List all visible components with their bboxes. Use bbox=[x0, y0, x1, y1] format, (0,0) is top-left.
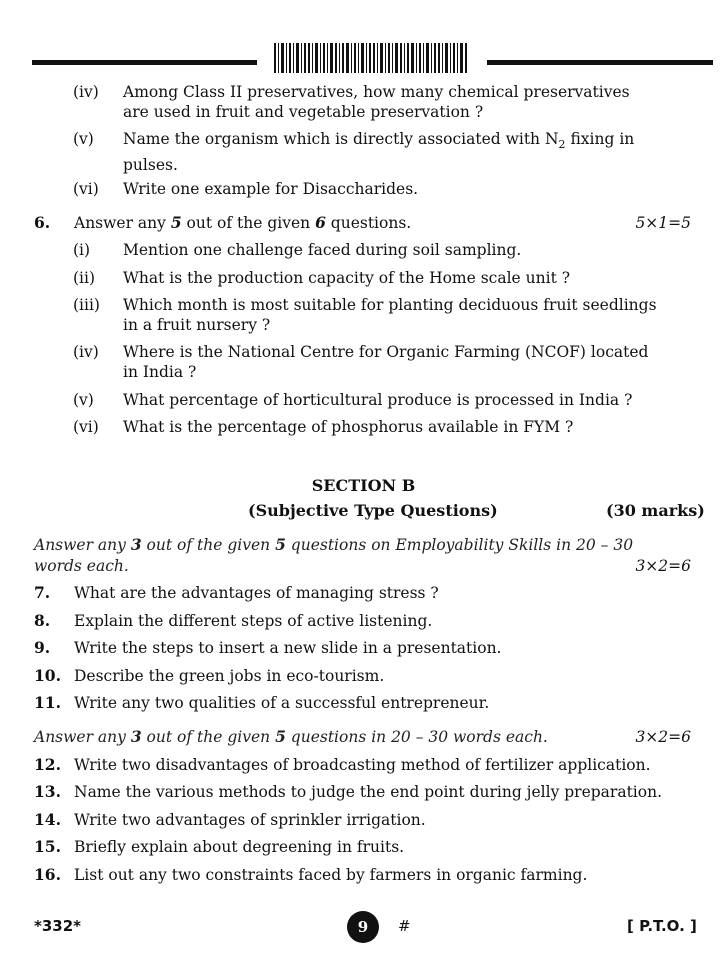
question-text bbox=[74, 213, 411, 233]
question-number: 7. bbox=[34, 583, 51, 602]
question-number: 16. bbox=[34, 865, 61, 884]
paper-code: *332* bbox=[34, 917, 81, 935]
pto-label: [ P.T.O. ] bbox=[627, 917, 697, 935]
text-part: out of the given bbox=[181, 214, 316, 232]
instruction-text bbox=[34, 727, 548, 747]
barcode-icon bbox=[272, 43, 468, 73]
subq-number: (iv) bbox=[73, 343, 99, 361]
question-text: Write the steps to insert a new slide in a presentation. bbox=[74, 639, 502, 657]
hash-mark: # bbox=[398, 917, 411, 935]
subq-text: Which month is most suitable for planting deciduous fruit seedlings in a fruit nursery ? bbox=[123, 296, 657, 334]
subq-text: Mention one challenge faced during soil sampling. bbox=[123, 241, 522, 259]
question-text: What are the advantages of managing stress ? bbox=[74, 584, 439, 602]
question-number: 10. bbox=[34, 666, 61, 685]
subq-number: (iii) bbox=[73, 296, 100, 314]
subq-text: Among Class II preservatives, how many chemical preservatives are used in fruit and vegetable preservation ? bbox=[123, 83, 630, 121]
question-text: List out any two constraints faced by farmers in organic farming. bbox=[74, 866, 588, 884]
text-part: questions in 20 – 30 words each. bbox=[285, 728, 548, 746]
subq-number: (vi) bbox=[73, 180, 99, 198]
question-text: Briefly explain about degreening in fruits. bbox=[74, 838, 405, 856]
emphasis-number: 5 bbox=[275, 535, 286, 554]
question-text: Write any two qualities of a successful entrepreneur. bbox=[74, 694, 490, 712]
subq-text: What is the production capacity of the Home scale unit ? bbox=[123, 269, 571, 287]
subq-text: Write one example for Disaccharides. bbox=[123, 180, 419, 198]
question-number: 11. bbox=[34, 693, 61, 712]
question-text: Write two disadvantages of broadcasting method of fertilizer application. bbox=[74, 756, 651, 774]
question-number: 9. bbox=[34, 638, 51, 657]
question-number: 15. bbox=[34, 837, 61, 856]
text-part: Answer any bbox=[34, 536, 131, 554]
subq-number: (iv) bbox=[73, 83, 99, 101]
instruction-text-line2: words each. bbox=[34, 557, 129, 575]
subq-text-part: fixing in pulses. bbox=[123, 130, 635, 175]
subscript: 2 bbox=[558, 138, 566, 152]
subq-number: (v) bbox=[73, 130, 94, 148]
subq-text: Where is the National Centre for Organic Farming (NCOF) located in India ? bbox=[123, 343, 649, 381]
text-part: out of the given bbox=[141, 536, 276, 554]
emphasis-number: 3 bbox=[130, 727, 142, 746]
text-part: out of the given bbox=[141, 728, 276, 746]
text-part: questions. bbox=[325, 214, 412, 232]
question-number: 14. bbox=[34, 810, 61, 829]
emphasis-number: 3 bbox=[130, 535, 142, 554]
subq-number: (vi) bbox=[73, 418, 99, 436]
question-text: Explain the different steps of active listening. bbox=[74, 612, 433, 630]
text-part: questions on Employability Skills in 20 – 30 bbox=[285, 536, 634, 554]
subq-text: What percentage of horticultural produce is processed in India ? bbox=[123, 391, 633, 409]
emphasis-number: 6 bbox=[315, 213, 326, 232]
question-number: 8. bbox=[34, 611, 51, 630]
question-number: 6. bbox=[34, 213, 51, 232]
question-text: Describe the green jobs in eco-tourism. bbox=[74, 667, 385, 685]
emphasis-number: 5 bbox=[170, 213, 182, 232]
text-part: Answer any bbox=[74, 214, 171, 232]
subq-text bbox=[123, 129, 658, 175]
header-rule-left bbox=[32, 60, 257, 65]
marks-label: 5×1=5 bbox=[635, 214, 691, 232]
subq-number: (i) bbox=[73, 241, 91, 259]
subq-text: What is the percentage of phosphorus available in FYM ? bbox=[123, 418, 574, 436]
emphasis-number: 5 bbox=[275, 727, 286, 746]
question-number: 12. bbox=[34, 755, 61, 774]
marks-label: 3×2=6 bbox=[635, 557, 691, 575]
subq-text-part: Name the organism which is directly associated with N bbox=[123, 130, 559, 148]
page-number: 9 bbox=[347, 911, 379, 943]
marks-label: 3×2=6 bbox=[635, 728, 691, 746]
question-number: 13. bbox=[34, 782, 61, 801]
section-marks: (30 marks) bbox=[606, 501, 705, 520]
section-subtitle: (Subjective Type Questions) bbox=[248, 501, 498, 520]
text-part: Answer any bbox=[34, 728, 131, 746]
subq-number: (ii) bbox=[73, 269, 96, 287]
subq-number: (v) bbox=[73, 391, 94, 409]
header-rule-right bbox=[487, 60, 713, 65]
instruction-text bbox=[34, 535, 633, 555]
section-title: SECTION B bbox=[311, 476, 416, 495]
question-text: Write two advantages of sprinkler irrigation. bbox=[74, 811, 426, 829]
question-text: Name the various methods to judge the end point during jelly preparation. bbox=[74, 783, 663, 801]
